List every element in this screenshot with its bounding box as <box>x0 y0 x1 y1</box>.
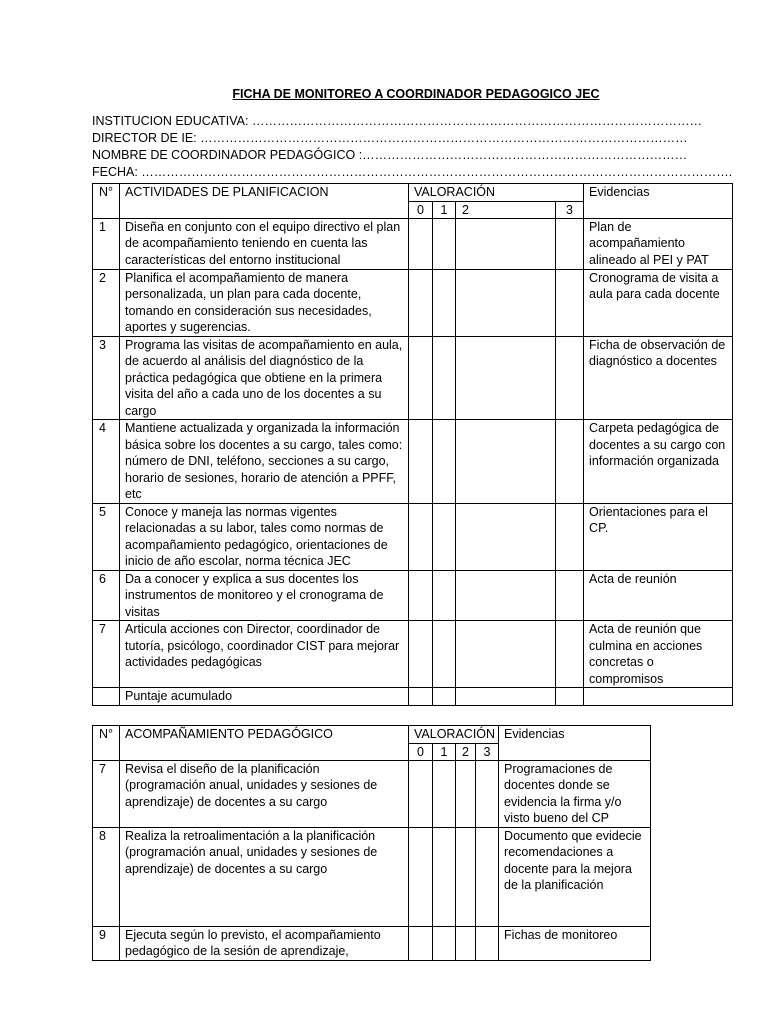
score-cell-0[interactable] <box>409 827 433 926</box>
score-cell-3[interactable] <box>556 570 584 621</box>
score-cell-3[interactable] <box>556 503 584 570</box>
header-num: N° <box>93 184 120 219</box>
total-score-2[interactable] <box>456 688 556 706</box>
row-evidence: Acta de reunión que culmina en acciones concretas o compromisos <box>584 621 733 688</box>
scale-2: 2 <box>456 743 476 760</box>
row-activity: Diseña en conjunto con el equipo directivo el plan de acompañamiento teniendo en cuenta las características del entorno institucional <box>120 218 409 269</box>
director-field: DIRECTOR DE IE: ……………………………………………………………………………………………………… <box>92 131 688 145</box>
score-cell-0[interactable] <box>409 218 433 269</box>
table-header-row <box>93 184 733 202</box>
acompanamiento-table <box>92 725 651 961</box>
table-row <box>93 336 733 420</box>
score-cell-1[interactable] <box>433 420 456 504</box>
score-cell-1[interactable] <box>433 269 456 336</box>
row-num: 2 <box>93 269 120 336</box>
score-cell-3[interactable] <box>556 621 584 688</box>
header-valoracion: VALORACIÓN <box>409 184 584 202</box>
score-cell-0[interactable] <box>409 503 433 570</box>
header-valoracion: VALORACIÓN <box>409 726 499 744</box>
planificacion-table <box>92 183 733 706</box>
score-cell-1[interactable] <box>433 827 456 926</box>
score-cell-3[interactable] <box>476 926 499 960</box>
score-cell-0[interactable] <box>409 269 433 336</box>
score-cell-2[interactable] <box>456 827 476 926</box>
puntaje-acumulado-label: Puntaje acumulado <box>120 688 409 706</box>
total-evidence-cell <box>584 688 733 706</box>
score-cell-2[interactable] <box>456 218 556 269</box>
total-score-0[interactable] <box>409 688 433 706</box>
row-num: 6 <box>93 570 120 621</box>
score-cell-2[interactable] <box>456 621 556 688</box>
header-evidence: Evidencias <box>499 726 651 761</box>
row-evidence: Cronograma de visita a aula para cada docente <box>584 269 733 336</box>
row-num: 9 <box>93 926 120 960</box>
row-activity: Da a conocer y explica a sus docentes los instrumentos de monitoreo y el cronograma de visitas <box>120 570 409 621</box>
score-cell-3[interactable] <box>556 420 584 504</box>
header-activity: ACOMPAÑAMIENTO PEDAGÓGICO <box>120 726 409 761</box>
score-cell-2[interactable] <box>456 570 556 621</box>
header-activity: ACTIVIDADES DE PLANIFICACION <box>120 184 409 219</box>
table-row <box>93 621 733 688</box>
table-row <box>93 218 733 269</box>
row-evidence: Acta de reunión <box>584 570 733 621</box>
row-activity: Conoce y maneja las normas vigentes relacionadas a su labor, tales como normas de acompañamiento pedagógico, orientaciones de inicio de año escolar, norma técnica JEC <box>120 503 409 570</box>
score-cell-1[interactable] <box>433 621 456 688</box>
row-evidence: Carpeta pedagógica de docentes a su cargo con información organizada <box>584 420 733 504</box>
row-num: 8 <box>93 827 120 926</box>
row-evidence: Programaciones de docentes donde se evidencia la firma y/o visto bueno del CP <box>499 760 651 827</box>
table-header-row <box>93 726 651 744</box>
score-cell-3[interactable] <box>556 218 584 269</box>
table-row <box>93 760 651 827</box>
score-cell-2[interactable] <box>456 269 556 336</box>
score-cell-3[interactable] <box>476 760 499 827</box>
document-title: FICHA DE MONITOREO A COORDINADOR PEDAGOGICO JEC <box>232 87 600 101</box>
score-cell-0[interactable] <box>409 760 433 827</box>
institucion-field: INSTITUCION EDUCATIVA: ……………………………………………………………………………………………… <box>92 114 702 128</box>
row-evidence: Documento que evidecie recomendaciones a docente para la mejora de la planificación <box>499 827 651 926</box>
row-evidence: Plan de acompañamiento alineado al PEI y PAT <box>584 218 733 269</box>
score-cell-0[interactable] <box>409 570 433 621</box>
score-cell-3[interactable] <box>556 336 584 420</box>
scale-1: 1 <box>433 201 456 218</box>
row-num: 7 <box>93 760 120 827</box>
total-row <box>93 688 733 706</box>
score-cell-1[interactable] <box>433 336 456 420</box>
score-cell-0[interactable] <box>409 420 433 504</box>
row-activity: Revisa el diseño de la planificación (programación anual, unidades y sesiones de aprendizaje) de docentes a su cargo <box>120 760 409 827</box>
score-cell-1[interactable] <box>433 570 456 621</box>
row-activity: Realiza la retroalimentación a la planificación (programación anual, unidades y sesiones de aprendizaje) de docentes a su cargo <box>120 827 409 926</box>
coordinador-field: NOMBRE DE COORDINADOR PEDAGÓGICO :…………………………………………………………………… <box>92 148 688 162</box>
score-cell-0[interactable] <box>409 926 433 960</box>
score-cell-2[interactable] <box>456 336 556 420</box>
row-activity: Planifica el acompañamiento de manera personalizada, un plan para cada docente, tomando en consideración sus necesidades, aportes y sugerencias. <box>120 269 409 336</box>
row-evidence: Ficha de observación de diagnóstico a docentes <box>584 336 733 420</box>
row-activity: Programa las visitas de acompañamiento en aula, de acuerdo al análisis del diagnóstico de la práctica pedagógica que obtiene en la primera visita del año a cada uno de los docentes a su cargo <box>120 336 409 420</box>
row-num: 4 <box>93 420 120 504</box>
header-num: N° <box>93 726 120 761</box>
row-num: 7 <box>93 621 120 688</box>
table-row <box>93 926 651 960</box>
score-cell-2[interactable] <box>456 420 556 504</box>
table-row <box>93 570 733 621</box>
scale-1: 1 <box>433 743 456 760</box>
score-cell-2[interactable] <box>456 503 556 570</box>
score-cell-1[interactable] <box>433 218 456 269</box>
fecha-field: FECHA: ……………………………………………………………………………………………………………………………. <box>92 165 733 179</box>
scale-0: 0 <box>409 201 433 218</box>
row-evidence: Fichas de monitoreo <box>499 926 651 960</box>
scale-0: 0 <box>409 743 433 760</box>
header-evidence: Evidencias <box>584 184 733 219</box>
row-evidence: Orientaciones para el CP. <box>584 503 733 570</box>
score-cell-3[interactable] <box>556 269 584 336</box>
scale-3: 3 <box>476 743 499 760</box>
score-cell-3[interactable] <box>476 827 499 926</box>
row-num: 5 <box>93 503 120 570</box>
table-row <box>93 269 733 336</box>
table-row <box>93 827 651 926</box>
table-row <box>93 420 733 504</box>
score-cell-1[interactable] <box>433 926 456 960</box>
score-cell-0[interactable] <box>409 621 433 688</box>
scale-3: 3 <box>556 201 584 218</box>
score-cell-1[interactable] <box>433 760 456 827</box>
row-activity: Ejecuta según lo previsto, el acompañamiento pedagógico de la sesión de aprendizaje, <box>120 926 409 960</box>
row-activity: Mantiene actualizada y organizada la información básica sobre los docentes a su cargo, tales como: número de DNI, teléfono, secciones a su cargo, horario de sesiones, horario de atención a PPFF, etc <box>120 420 409 504</box>
row-activity: Articula acciones con Director, coordinador de tutoría, psicólogo, coordinador CIST para mejorar actividades pedagógicas <box>120 621 409 688</box>
total-score-3[interactable] <box>556 688 584 706</box>
score-cell-2[interactable] <box>456 760 476 827</box>
score-cell-1[interactable] <box>433 503 456 570</box>
row-num: 1 <box>93 218 120 269</box>
table-row <box>93 503 733 570</box>
score-cell-0[interactable] <box>409 336 433 420</box>
score-cell-2[interactable] <box>456 926 476 960</box>
row-num: 3 <box>93 336 120 420</box>
scale-2: 2 <box>456 201 556 218</box>
total-num-cell <box>93 688 120 706</box>
total-score-1[interactable] <box>433 688 456 706</box>
